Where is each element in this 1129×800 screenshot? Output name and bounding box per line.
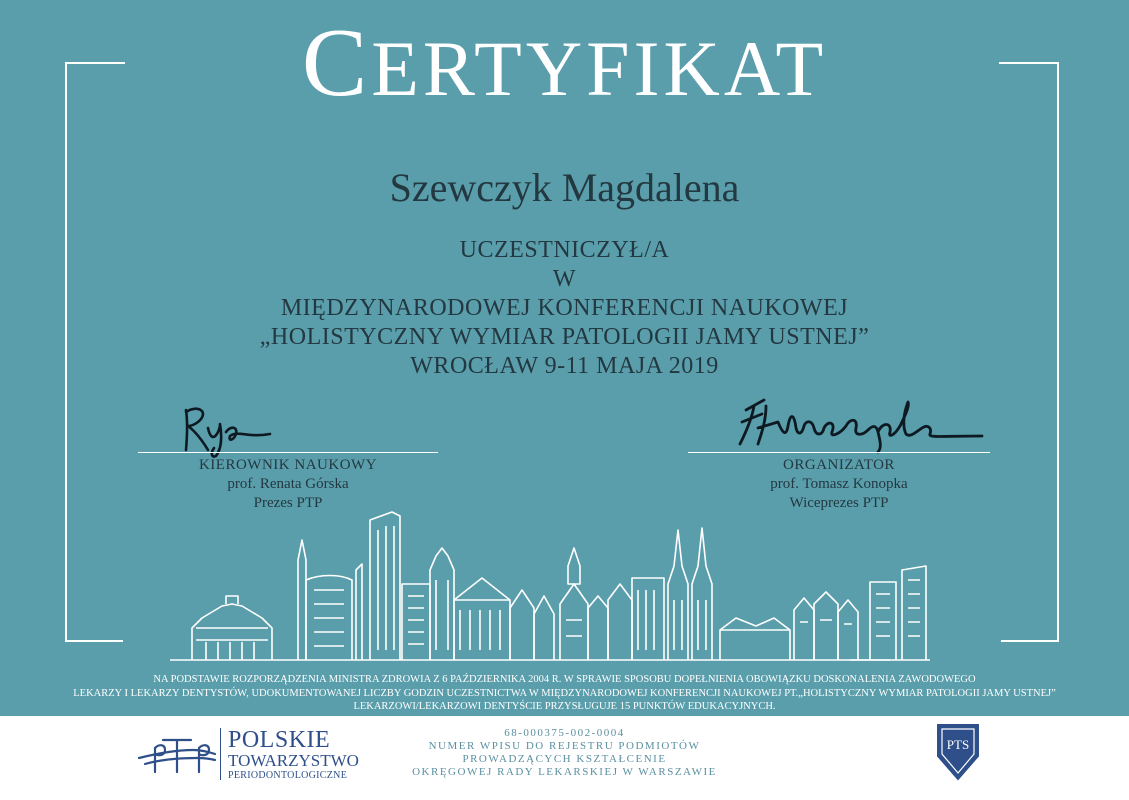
skyline-illustration xyxy=(130,500,1010,670)
registry-line-3: OKRĘGOWEJ RADY LEKARSKIEJ W WARSZAWIE xyxy=(412,766,717,778)
signature-right xyxy=(732,392,992,454)
signatory-right-role: ORGANIZATOR xyxy=(783,457,895,473)
body-line-conference-title: „HOLISTYCZNY WYMIAR PATOLOGII JAMY USTNEJ” xyxy=(259,324,870,350)
society-name-line-3: PERIODONTOLOGICZNE xyxy=(228,770,348,781)
signatory-left-name: prof. Renata Górska xyxy=(227,476,349,492)
frame-left-bottom xyxy=(65,640,123,642)
body-line-conference: MIĘDZYNARODOWEJ KONFERENCJI NAUKOWEJ xyxy=(280,295,849,321)
body-line-participated: UCZESTNICZYŁ/A xyxy=(459,237,670,263)
pts-logo-icon xyxy=(935,722,981,782)
legal-text-line-1: NA PODSTAWIE ROZPORZĄDZENIA MINISTRA ZDROWIA Z 6 PAŹDZIERNIKA 2004 R. W SPRAWIE SPOSOBU DOPEŁNIENIA OBOWIĄZKU DOSKONALENIA ZAWODOWEGO xyxy=(153,674,976,685)
signatory-left-position: Prezes PTP xyxy=(253,495,323,511)
legal-text xyxy=(0,673,1129,714)
participant-name: Szewczyk Magdalena xyxy=(389,165,740,210)
body-line-place-date: WROCŁAW 9-11 MAJA 2019 xyxy=(410,353,719,379)
body-line-in: W xyxy=(552,266,577,292)
registry-number: 68-000375-002-0004 xyxy=(504,727,625,739)
title-initial: C xyxy=(301,9,372,117)
legal-text-line-2: LEKARZY I LEKARZY DENTYSTÓW, UDOKUMENTOWANEJ LICZBY GODZIN UCZESTNICTWA W MIĘDZYNARODOWEJ KONFERENCJI NAUKOWEJ PT.„HOLISTYCZNY WYMIAR PATOLOGII JAMY USTNEJ” xyxy=(73,687,1056,699)
certificate-title xyxy=(0,9,1129,117)
pts-logo-text: PTS xyxy=(946,737,970,752)
signatory-right-position: Wiceprezes PTP xyxy=(789,495,889,511)
signature-line-right xyxy=(688,452,990,453)
registry-line-1: NUMER WPISU DO REJESTRU PODMIOTÓW xyxy=(428,740,701,752)
registry-line-2: PROWADZĄCYCH KSZTAŁCENIE xyxy=(462,753,667,765)
legal-text-line-3: LEKARZOWI/LEKARZOWI DENTYŚCIE PRZYSŁUGUJE 15 PUNKTÓW EDUKACYJNYCH. xyxy=(353,701,776,712)
society-name-line-1: POLSKIE xyxy=(228,727,331,753)
signature-left xyxy=(178,398,278,460)
title-rest: ERTYFIKAT xyxy=(371,25,828,112)
signatory-right-name: prof. Tomasz Konopka xyxy=(770,476,908,492)
signature-line-left xyxy=(138,452,438,453)
society-name-line-2: TOWARZYSTWO xyxy=(228,751,359,770)
signatory-left-role: KIEROWNIK NAUKOWY xyxy=(198,457,378,473)
certificate-body xyxy=(0,236,1129,381)
